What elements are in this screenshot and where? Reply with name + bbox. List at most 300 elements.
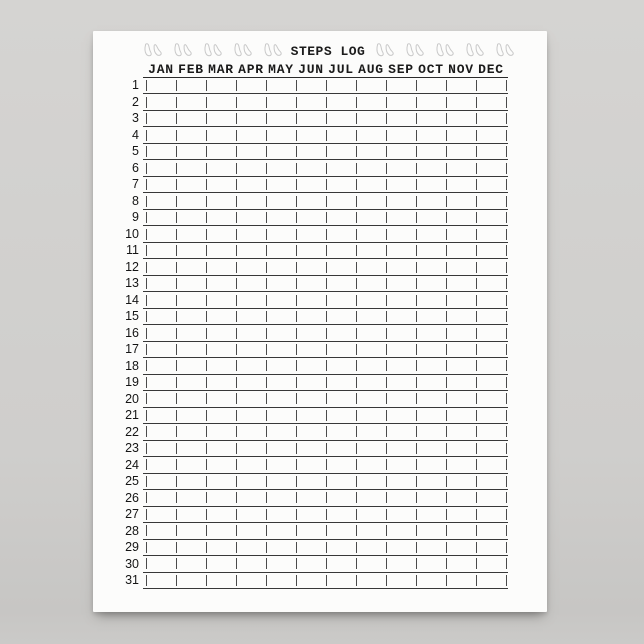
log-cell	[236, 295, 266, 306]
title-row	[141, 39, 515, 63]
log-cell	[476, 542, 506, 553]
log-cell	[356, 509, 386, 520]
log-cell	[356, 311, 386, 322]
log-cell	[296, 575, 326, 586]
log-cell	[446, 130, 476, 141]
day-row	[125, 342, 508, 358]
log-cell	[176, 130, 206, 141]
log-cell	[446, 196, 476, 207]
log-cell	[386, 476, 416, 487]
log-cell	[386, 245, 416, 256]
log-cell	[236, 492, 266, 503]
log-cell	[326, 262, 356, 273]
log-cell	[506, 393, 507, 404]
log-cell	[356, 163, 386, 174]
day-row	[125, 375, 508, 391]
log-cell	[446, 80, 476, 91]
log-cell	[236, 377, 266, 388]
day-number: 10	[125, 226, 139, 241]
log-cell	[296, 179, 326, 190]
log-cell	[146, 393, 176, 404]
log-cell	[236, 410, 266, 421]
log-cell	[476, 179, 506, 190]
day-number: 3	[132, 111, 139, 126]
log-cell	[416, 113, 446, 124]
log-cell	[446, 476, 476, 487]
day-number: 22	[125, 424, 139, 439]
log-cell	[506, 509, 507, 520]
log-cell	[296, 229, 326, 240]
log-cell	[146, 542, 176, 553]
log-cell	[176, 360, 206, 371]
day-row	[125, 507, 508, 523]
log-cell	[506, 492, 507, 503]
log-cell	[416, 146, 446, 157]
log-cell	[176, 558, 206, 569]
day-number: 14	[125, 292, 139, 307]
month-label: NOV	[448, 62, 474, 77]
log-cell	[236, 525, 266, 536]
log-cell	[356, 542, 386, 553]
log-cell	[176, 525, 206, 536]
walking-feet-icon	[493, 42, 515, 61]
log-cell	[236, 360, 266, 371]
log-cell	[356, 262, 386, 273]
log-cell	[326, 295, 356, 306]
log-cell	[416, 542, 446, 553]
log-cell	[356, 295, 386, 306]
log-cell	[416, 245, 446, 256]
log-cell	[386, 80, 416, 91]
log-cell	[506, 525, 507, 536]
log-cell	[356, 426, 386, 437]
day-number: 17	[125, 342, 139, 357]
log-cell	[146, 328, 176, 339]
log-cell	[476, 377, 506, 388]
day-row	[132, 160, 508, 176]
log-cell	[446, 295, 476, 306]
log-cell	[356, 459, 386, 470]
log-cell	[356, 179, 386, 190]
log-cell	[176, 262, 206, 273]
log-cell	[476, 278, 506, 289]
log-cell	[476, 393, 506, 404]
log-cell	[176, 509, 206, 520]
log-cell	[356, 146, 386, 157]
day-number: 29	[125, 540, 139, 555]
log-cell	[506, 295, 507, 306]
log-cell	[326, 278, 356, 289]
log-cell	[356, 410, 386, 421]
log-cell	[476, 410, 506, 421]
log-cell	[266, 426, 296, 437]
log-cell	[446, 360, 476, 371]
log-cell	[416, 163, 446, 174]
log-cell	[176, 179, 206, 190]
log-cell	[146, 443, 176, 454]
log-cell	[506, 443, 507, 454]
log-cell	[176, 344, 206, 355]
log-cell	[296, 113, 326, 124]
log-cell	[176, 229, 206, 240]
log-cell	[266, 113, 296, 124]
log-cell	[266, 146, 296, 157]
log-cell	[506, 558, 507, 569]
day-row	[132, 111, 508, 127]
log-cell	[326, 476, 356, 487]
log-cell	[356, 492, 386, 503]
log-cell	[176, 163, 206, 174]
log-cell	[266, 410, 296, 421]
day-number: 26	[125, 490, 139, 505]
log-cell	[446, 146, 476, 157]
log-cell	[386, 410, 416, 421]
log-cell	[236, 212, 266, 223]
month-label: JUL	[328, 62, 354, 77]
log-cell	[356, 245, 386, 256]
log-cell	[176, 377, 206, 388]
log-cell	[236, 575, 266, 586]
log-cell	[206, 278, 236, 289]
log-cell	[506, 344, 507, 355]
log-cell	[416, 229, 446, 240]
log-cell	[386, 212, 416, 223]
log-cell	[416, 410, 446, 421]
log-cell	[206, 179, 236, 190]
log-cell	[176, 212, 206, 223]
log-cell	[266, 476, 296, 487]
log-cell	[206, 245, 236, 256]
log-cell	[446, 426, 476, 437]
log-cell	[326, 113, 356, 124]
log-cell	[206, 476, 236, 487]
log-cell	[296, 542, 326, 553]
log-cell	[296, 278, 326, 289]
log-cell	[476, 459, 506, 470]
log-cell	[506, 212, 507, 223]
log-cell	[326, 146, 356, 157]
log-cell	[176, 542, 206, 553]
log-cell	[416, 328, 446, 339]
log-cell	[476, 525, 506, 536]
log-cell	[296, 245, 326, 256]
log-cell	[386, 295, 416, 306]
day-number: 12	[125, 259, 139, 274]
day-number: 25	[125, 474, 139, 489]
day-number: 5	[132, 144, 139, 159]
day-row	[132, 127, 508, 143]
log-cell	[326, 410, 356, 421]
log-cell	[356, 212, 386, 223]
log-cell	[476, 476, 506, 487]
day-row	[125, 556, 508, 572]
log-cell	[206, 575, 236, 586]
log-cell	[476, 212, 506, 223]
log-cell	[476, 80, 506, 91]
log-cell	[296, 328, 326, 339]
log-cell	[176, 80, 206, 91]
log-cell	[146, 278, 176, 289]
log-cell	[506, 97, 507, 108]
log-cell	[416, 575, 446, 586]
log-cell	[446, 179, 476, 190]
log-cell	[506, 262, 507, 273]
log-cell	[266, 443, 296, 454]
log-cell	[146, 179, 176, 190]
log-cell	[476, 196, 506, 207]
log-cell	[506, 377, 507, 388]
log-cell	[476, 113, 506, 124]
log-cell	[356, 558, 386, 569]
log-cell	[386, 492, 416, 503]
log-cell	[206, 97, 236, 108]
log-cell	[266, 163, 296, 174]
log-cell	[266, 328, 296, 339]
log-cell	[416, 295, 446, 306]
log-cell	[206, 360, 236, 371]
walking-feet-icon	[141, 42, 163, 61]
log-cell	[386, 130, 416, 141]
log-cell	[506, 80, 507, 91]
log-cell	[326, 212, 356, 223]
log-cell	[476, 492, 506, 503]
log-cell	[386, 509, 416, 520]
day-row	[125, 391, 508, 407]
day-number: 2	[132, 94, 139, 109]
log-cell	[476, 245, 506, 256]
log-cell	[206, 130, 236, 141]
log-cell	[356, 393, 386, 404]
log-cell	[236, 311, 266, 322]
log-cell	[476, 262, 506, 273]
log-cell	[206, 113, 236, 124]
day-number: 23	[125, 441, 139, 456]
log-cell	[446, 575, 476, 586]
log-cell	[176, 492, 206, 503]
log-cell	[236, 558, 266, 569]
log-cell	[146, 492, 176, 503]
log-cell	[266, 80, 296, 91]
log-cell	[146, 212, 176, 223]
day-row	[125, 408, 508, 424]
title-icons-right	[373, 42, 515, 61]
log-cell	[296, 196, 326, 207]
log-cell	[206, 410, 236, 421]
log-cell	[146, 229, 176, 240]
log-cell	[326, 163, 356, 174]
log-cell	[206, 459, 236, 470]
log-cell	[506, 113, 507, 124]
log-cell	[146, 196, 176, 207]
day-number: 19	[125, 375, 139, 390]
log-cell	[416, 476, 446, 487]
log-cell	[266, 262, 296, 273]
day-number: 30	[125, 556, 139, 571]
day-row	[125, 523, 508, 539]
log-cell	[176, 97, 206, 108]
log-cell	[476, 575, 506, 586]
day-row	[125, 573, 508, 589]
log-cell	[386, 328, 416, 339]
log-cell	[206, 262, 236, 273]
day-number: 18	[125, 358, 139, 373]
day-row	[125, 424, 508, 440]
log-cell	[206, 542, 236, 553]
day-row	[125, 490, 508, 506]
month-label: SEP	[388, 62, 414, 77]
log-cell	[176, 311, 206, 322]
month-label: FEB	[178, 62, 204, 77]
month-label: OCT	[418, 62, 444, 77]
log-cell	[266, 311, 296, 322]
log-cell	[176, 443, 206, 454]
log-cell	[326, 393, 356, 404]
log-cell	[506, 179, 507, 190]
log-cell	[386, 542, 416, 553]
log-cell	[476, 360, 506, 371]
walking-feet-icon	[403, 42, 425, 61]
log-cell	[146, 97, 176, 108]
log-cell	[266, 97, 296, 108]
log-cell	[236, 245, 266, 256]
log-cell	[386, 278, 416, 289]
log-cell	[296, 443, 326, 454]
log-cell	[446, 163, 476, 174]
log-cell	[236, 328, 266, 339]
log-cell	[416, 179, 446, 190]
day-number: 8	[132, 193, 139, 208]
log-cell	[296, 426, 326, 437]
log-cell	[416, 344, 446, 355]
log-cell	[236, 344, 266, 355]
log-cell	[386, 426, 416, 437]
log-cell	[356, 328, 386, 339]
day-row	[125, 325, 508, 341]
log-cell	[266, 542, 296, 553]
log-cell	[236, 459, 266, 470]
log-cell	[326, 443, 356, 454]
log-cell	[266, 509, 296, 520]
log-cell	[326, 196, 356, 207]
steps-log-grid	[125, 77, 508, 589]
day-row	[132, 94, 508, 110]
day-row	[125, 441, 508, 457]
log-cell	[356, 360, 386, 371]
log-cell	[206, 443, 236, 454]
log-cell	[236, 163, 266, 174]
log-cell	[326, 377, 356, 388]
log-cell	[266, 459, 296, 470]
day-row	[125, 474, 508, 490]
log-cell	[206, 80, 236, 91]
log-cell	[146, 344, 176, 355]
log-cell	[146, 558, 176, 569]
log-cell	[206, 229, 236, 240]
log-cell	[176, 146, 206, 157]
log-cell	[356, 575, 386, 586]
log-cell	[506, 245, 507, 256]
month-header-row	[143, 63, 511, 77]
log-cell	[296, 344, 326, 355]
log-cell	[476, 311, 506, 322]
log-cell	[446, 113, 476, 124]
page-title: STEPS LOG	[290, 43, 366, 59]
log-cell	[386, 229, 416, 240]
log-cell	[416, 311, 446, 322]
log-cell	[386, 163, 416, 174]
log-cell	[206, 311, 236, 322]
log-cell	[176, 295, 206, 306]
log-cell	[356, 97, 386, 108]
log-cell	[416, 426, 446, 437]
log-cell	[176, 245, 206, 256]
log-cell	[266, 295, 296, 306]
log-cell	[326, 525, 356, 536]
day-number: 28	[125, 523, 139, 538]
day-row	[132, 78, 508, 94]
log-cell	[146, 360, 176, 371]
log-cell	[446, 542, 476, 553]
log-cell	[416, 262, 446, 273]
log-cell	[206, 393, 236, 404]
day-row	[125, 276, 508, 292]
log-cell	[506, 542, 507, 553]
walking-feet-icon	[373, 42, 395, 61]
log-cell	[326, 130, 356, 141]
log-cell	[326, 360, 356, 371]
log-cell	[236, 476, 266, 487]
log-cell	[236, 229, 266, 240]
log-cell	[176, 113, 206, 124]
log-cell	[386, 146, 416, 157]
log-cell	[326, 344, 356, 355]
month-label: JUN	[298, 62, 324, 77]
log-cell	[266, 212, 296, 223]
log-cell	[446, 212, 476, 223]
log-cell	[206, 212, 236, 223]
day-number: 27	[125, 507, 139, 522]
log-cell	[446, 443, 476, 454]
log-cell	[206, 426, 236, 437]
log-cell	[236, 393, 266, 404]
log-cell	[446, 278, 476, 289]
log-cell	[266, 179, 296, 190]
log-cell	[446, 525, 476, 536]
log-cell	[206, 146, 236, 157]
log-cell	[266, 492, 296, 503]
log-cell	[146, 509, 176, 520]
day-number: 9	[132, 210, 139, 225]
log-cell	[446, 377, 476, 388]
log-cell	[326, 558, 356, 569]
log-cell	[296, 212, 326, 223]
log-cell	[146, 426, 176, 437]
log-cell	[266, 130, 296, 141]
log-cell	[236, 80, 266, 91]
log-cell	[386, 575, 416, 586]
month-label: MAY	[268, 62, 294, 77]
day-number: 13	[125, 276, 139, 291]
log-cell	[506, 328, 507, 339]
day-row	[132, 144, 508, 160]
day-number: 24	[125, 457, 139, 472]
log-cell	[236, 130, 266, 141]
log-cell	[266, 575, 296, 586]
log-cell	[236, 426, 266, 437]
log-cell	[176, 426, 206, 437]
log-cell	[236, 262, 266, 273]
log-cell	[206, 525, 236, 536]
